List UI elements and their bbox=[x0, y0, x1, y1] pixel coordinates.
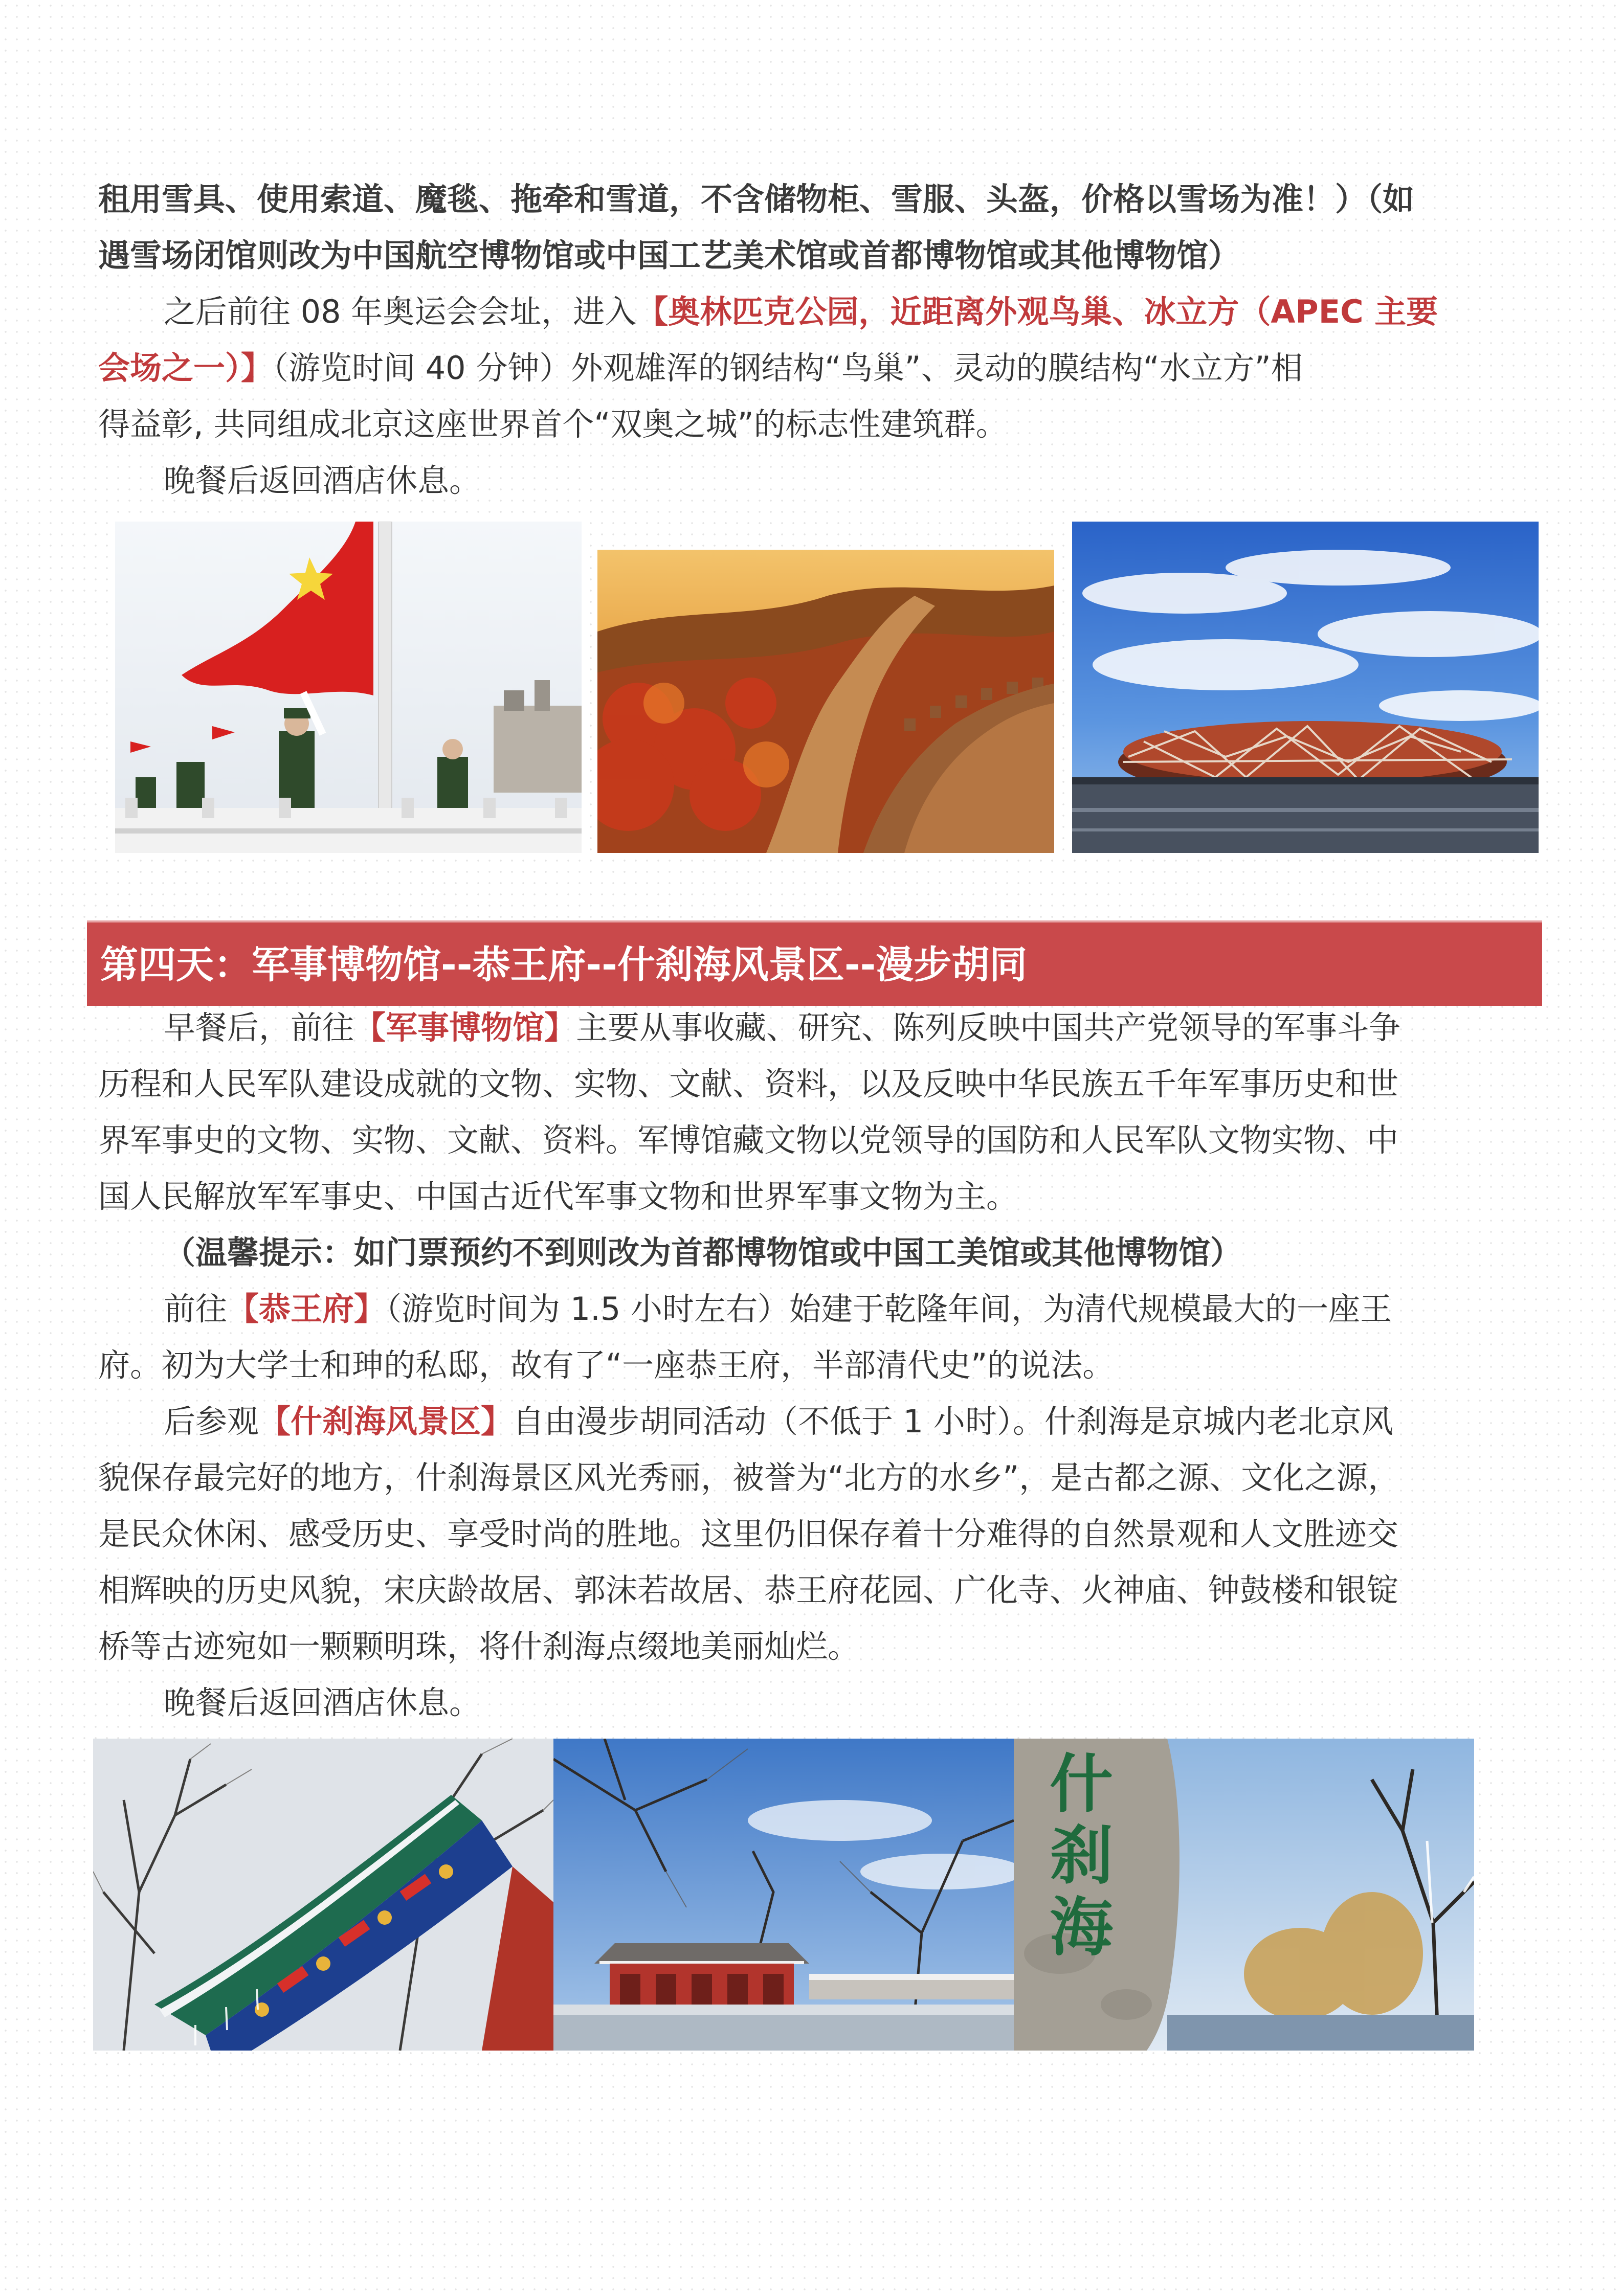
text-line: 相辉映的历史风貌，宋庆龄故居、郭沫若故居、恭王府花园、广化寺、火神庙、钟鼓楼和银锭 bbox=[98, 1571, 1399, 1609]
text-line: 晚餐后返回酒店休息。 bbox=[164, 462, 481, 499]
text-segment: 主要从事收藏、研究、陈列反映中国共产党领导的军事斗争 bbox=[576, 1009, 1401, 1046]
text-line bbox=[98, 1281, 1449, 1337]
day4-title: 第四天：军事博物馆--恭王府--什刹海风景区--漫步胡同 bbox=[100, 943, 1028, 987]
day4-title-banner bbox=[87, 920, 1542, 1006]
highlight-military-museum: 【军事博物馆】 bbox=[354, 1009, 576, 1046]
text-segment: 后参观 bbox=[164, 1403, 259, 1440]
great-wall-autumn-photo bbox=[597, 550, 1054, 853]
text-line: 界军事史的文物、实物、文献、资料。军博馆藏文物以党领导的国防和人民军队文物实物、中 bbox=[98, 1121, 1399, 1159]
shichahai-stone-inscription-photo bbox=[1014, 1739, 1474, 2051]
text-segment: 之后前往 08 年奥运会会址，进入 bbox=[164, 293, 637, 330]
text-segment: 早餐后，前往 bbox=[164, 1009, 354, 1046]
text-line: 租用雪具、使用索道、魔毯、拖牵和雪道，不含储物柜、雪服、头盔，价格以雪场为准！）（如 bbox=[98, 181, 1415, 218]
text-segment: （游览时间为 1.5 小时左右）始建于乾隆年间，为清代规模最大的一座王 bbox=[386, 1290, 1392, 1327]
text-line: 府。初为大学士和珅的私邸，故有了“一座恭王府，半部清代史”的说法。 bbox=[98, 1346, 1115, 1384]
stone-inscription-text: 什刹海 bbox=[1050, 1747, 1110, 1965]
text-line: 遇雪场闭馆则改为中国航空博物馆或中国工艺美术馆或首都博物馆或其他博物馆） bbox=[98, 237, 1240, 274]
highlight-apec: 会场之一）】 bbox=[98, 349, 273, 387]
highlight-olympic-park: 【奥林匹克公园，近距离外观鸟巢、冰立方（APEC 主要 bbox=[636, 293, 1438, 330]
tip-line: （温馨提示：如门票预约不到则改为首都博物馆或中国工美馆或其他博物馆） bbox=[164, 1234, 1242, 1271]
text-line: 桥等古迹宛如一颗颗明珠，将什刹海点缀地美丽灿烂。 bbox=[98, 1628, 860, 1665]
birds-nest-stadium-photo bbox=[1072, 522, 1539, 853]
text-segment: 前往 bbox=[164, 1290, 228, 1327]
flag-raising-ceremony-photo bbox=[115, 522, 582, 853]
highlight-shichahai: 【什刹海风景区】 bbox=[259, 1403, 513, 1440]
text-line: 得益彰, 共同组成北京这座世界首个“双奥之城”的标志性建筑群。 bbox=[98, 406, 1008, 443]
text-line bbox=[98, 1393, 1449, 1450]
text-line: 晚餐后返回酒店休息。 bbox=[164, 1684, 481, 1721]
text-line: 貌保存最完好的地方，什刹海景区风光秀丽，被誉为“北方的水乡”，是古都之源、文化之源， bbox=[98, 1459, 1400, 1496]
text-line: 是民众休闲、感受历史、享受时尚的胜地。这里仍旧保存着十分难得的自然景观和人文胜迹交 bbox=[98, 1515, 1399, 1552]
text-line bbox=[98, 284, 1449, 340]
paragraph-olympic-park bbox=[98, 284, 1449, 509]
text-segment: （游览时间 40 分钟）外观雄浑的钢结构“鸟巢”、灵动的膜结构“水立方”相 bbox=[273, 349, 1303, 387]
paragraph-ski-note bbox=[98, 171, 1449, 284]
prince-gong-mansion-winter-photo bbox=[553, 1739, 1014, 2051]
day4-body bbox=[98, 1000, 1449, 1731]
text-line: 国人民解放军军事史、中国古近代军事文物和世界军事文物为主。 bbox=[98, 1178, 1018, 1215]
text-line: 历程和人民军队建设成就的文物、实物、文献、资料，以及反映中华民族五千年军事历史和世 bbox=[98, 1065, 1399, 1102]
text-segment: 自由漫步胡同活动（不低于 1 小时）。什刹海是京城内老北京风 bbox=[513, 1403, 1393, 1440]
snowy-painted-corridor-photo bbox=[93, 1739, 553, 2051]
text-line bbox=[98, 340, 1449, 396]
highlight-prince-gong: 【恭王府】 bbox=[227, 1290, 386, 1327]
text-line bbox=[98, 1000, 1449, 1056]
